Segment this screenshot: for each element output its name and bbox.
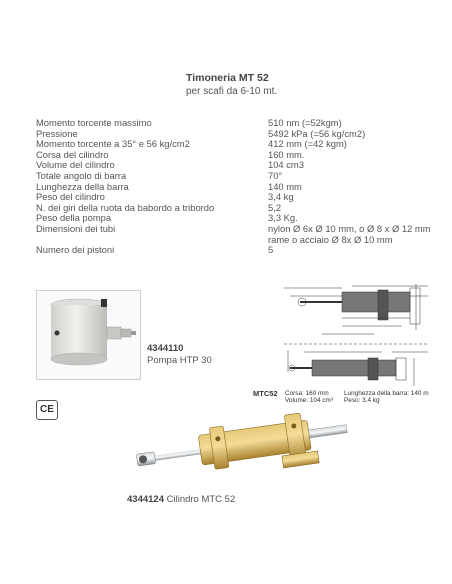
page-subtitle: per scafi da 6-10 mt. — [186, 86, 278, 97]
drawing-model-label: MTC52 — [253, 389, 278, 398]
spec-label: Dimensioni dei tubi — [36, 222, 116, 234]
spec-value: 510 nm (=52kgm) — [268, 117, 342, 128]
cylinder-photo — [130, 405, 360, 485]
pump-illustration — [37, 291, 142, 381]
spec-value: 5492 kPa (=56 kg/cm2) — [268, 127, 366, 139]
drawing-spec-peso: Peso: 3,4 kg — [344, 397, 380, 404]
spec-row — [36, 245, 446, 256]
cylinder-illustration — [130, 405, 360, 485]
spec-label: Peso del cilindro — [36, 191, 105, 203]
cylinder-dimension-drawing — [282, 282, 432, 394]
pump-name: Pompa HTP 30 — [147, 355, 212, 366]
spec-value: 412 mm (=42 kgm) — [268, 138, 347, 150]
spec-label: Volume del cilindro — [36, 159, 115, 171]
spec-value: 140 mm — [268, 180, 302, 192]
cylinder-code: 4344124 — [127, 494, 164, 505]
spec-label: Momento torcente a 35° e 56 kg/cm2 — [36, 138, 190, 150]
drawing-spec-corsa: Corsa: 160 mm — [285, 390, 329, 397]
spec-row — [36, 171, 446, 182]
spec-label: N. dei giri della ruota da babordo a tribordo — [36, 201, 215, 213]
spec-value: rame o acciaio Ø 8x Ø 10 mm — [268, 233, 393, 245]
spec-value: 104 cm3 — [268, 159, 304, 171]
spec-label: Numero dei pistoni — [36, 244, 115, 256]
spec-row — [36, 224, 446, 235]
spec-list — [36, 118, 446, 256]
spec-label: Peso della pompa — [36, 212, 112, 224]
cylinder-caption — [127, 494, 235, 505]
spec-value: 3,3 Kg. — [268, 212, 298, 224]
spec-value: 3,4 kg — [268, 191, 294, 203]
spec-value: 5,2 — [268, 201, 282, 213]
drawing-spec-lunghezza: Lunghezza della barra: 140 m — [344, 390, 429, 397]
pump-photo — [36, 290, 141, 380]
pump-code: 4344110 — [147, 343, 184, 354]
spec-value: 5 — [268, 244, 274, 256]
technical-drawing — [282, 282, 432, 394]
spec-label: Lunghezza della barra — [36, 180, 129, 192]
cylinder-name: Cilindro MTC 52 — [166, 494, 236, 505]
spec-value: nylon Ø 6x Ø 10 mm, o Ø 8 x Ø 12 mm — [268, 222, 431, 234]
spec-value: 160 mm. — [268, 148, 305, 160]
drawing-spec-volume: Volume: 104 cm³ — [285, 397, 333, 404]
spec-value: 70° — [268, 169, 283, 181]
spec-label: Momento torcente massimo — [36, 117, 152, 128]
ce-mark: CE — [36, 400, 58, 420]
spec-row — [36, 118, 446, 129]
spec-label: Totale angolo di barra — [36, 169, 127, 181]
spec-label: Corsa del cilindro — [36, 148, 109, 160]
spec-label: Pressione — [36, 127, 78, 139]
page-title: Timoneria MT 52 — [186, 72, 269, 84]
